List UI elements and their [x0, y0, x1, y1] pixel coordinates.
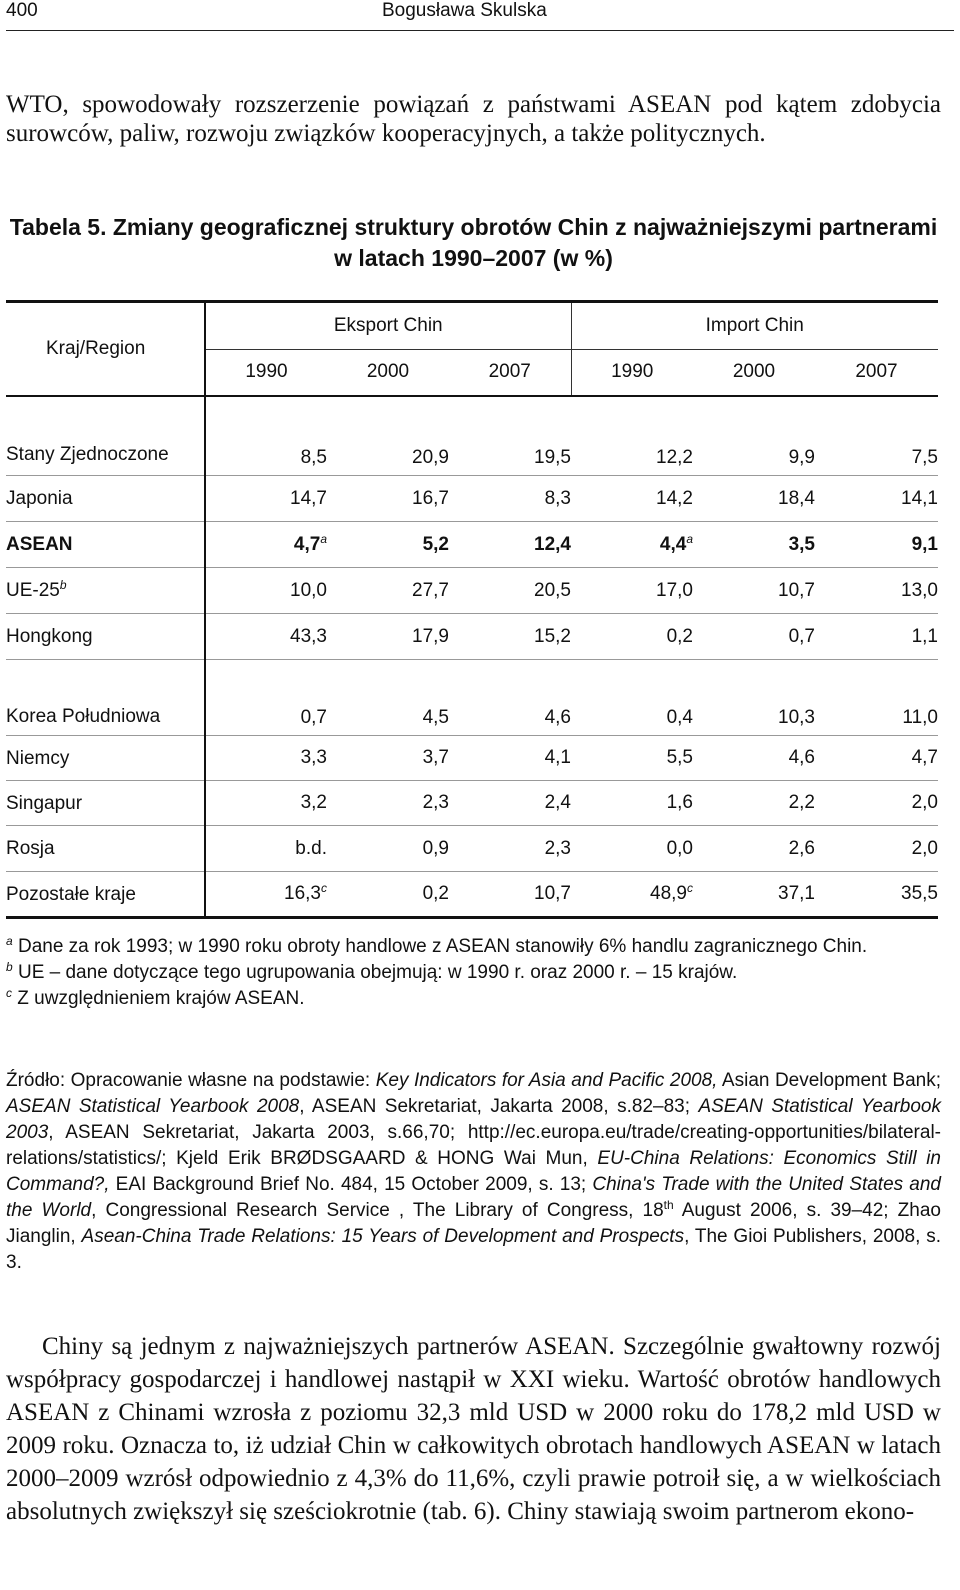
- table-cell: 2,4: [449, 781, 571, 826]
- table-cell: 17,0: [571, 568, 693, 614]
- source-title: Key Indicators for Asia and Pacific 2008,: [375, 1070, 718, 1091]
- source-title: ASEAN Statistical Yearbook 2008: [6, 1096, 300, 1117]
- table-row: [6, 396, 938, 476]
- table-cell: 0,2: [571, 614, 693, 660]
- footnote-text: Z uwzględnieniem krajów ASEAN.: [17, 988, 305, 1009]
- year-header: 2007: [449, 350, 571, 396]
- source-text: , ASEAN Sekretariat, Jakarta 2008, s.82–83;: [299, 1096, 699, 1117]
- table-cell: 10,3: [693, 660, 815, 736]
- intro-paragraph: WTO, spowodowały rozszerzenie powiązań z państwami ASEAN pod kątem zdobycia surowców, paliw, rozwoju związków kooperacyjnych, a także politycznych.: [6, 91, 941, 147]
- page-number: 400: [6, 0, 38, 21]
- footnote-mark: a: [320, 531, 327, 546]
- table-cell: 0,0: [571, 826, 693, 872]
- source-text: Asian Development Bank;: [717, 1070, 941, 1091]
- table-cell: [205, 522, 327, 568]
- table-cell: 35,5: [815, 872, 938, 918]
- footnote-mark: b: [59, 578, 67, 592]
- table-cell: 10,0: [205, 568, 327, 614]
- cell-value: 4,4: [659, 533, 687, 555]
- source-text: August 2006, s. 39–42; Zhao Jianglin,: [6, 1200, 941, 1247]
- table-cell: 0,7: [205, 660, 327, 736]
- table-cell: [571, 522, 693, 568]
- footnote-text: Dane za rok 1993; w 1990 roku obroty handlowe z ASEAN stanowiły 6% handlu zagranicznego Chin.: [17, 936, 868, 957]
- table-cell: 2,3: [449, 826, 571, 872]
- table-cell: 43,3: [205, 614, 327, 660]
- table-cell: 2,0: [815, 781, 938, 826]
- table-row: [6, 660, 938, 736]
- trade-structure-table: [6, 300, 938, 919]
- table-row: [6, 476, 938, 522]
- table-cell: 20,5: [449, 568, 571, 614]
- table-cell: 10,7: [449, 872, 571, 918]
- table-cell: 0,2: [327, 872, 449, 918]
- region-name: Stany Zjednoczone: [6, 396, 205, 476]
- year-header: 1990: [205, 350, 327, 396]
- source-text: EAI Background Brief No. 484, 15 October 2009, s. 13;: [109, 1174, 593, 1195]
- region-name: Singapur: [6, 781, 205, 826]
- running-header: [6, 0, 954, 31]
- table-cell: 12,2: [571, 396, 693, 476]
- footnote-a: [6, 934, 941, 960]
- footnote-mark: c: [321, 881, 327, 895]
- year-header: 1990: [571, 350, 693, 396]
- footnote-mark: c: [6, 986, 12, 1000]
- table-cell: 1,6: [571, 781, 693, 826]
- cell-value: 4,7: [293, 533, 321, 555]
- table-cell: 9,1: [815, 522, 938, 568]
- table-cell: [205, 872, 327, 918]
- table-cell: 15,2: [449, 614, 571, 660]
- table-cell: 18,4: [693, 476, 815, 522]
- table-cell: 4,1: [449, 736, 571, 781]
- table-row: [6, 736, 938, 781]
- table-cell: 14,7: [205, 476, 327, 522]
- table-cell: 2,6: [693, 826, 815, 872]
- cell-value: 48,9: [650, 883, 687, 904]
- source-title: EU-China Relations: Economics Still in Command?,: [6, 1148, 941, 1195]
- table-cell: 4,6: [449, 660, 571, 736]
- table-cell: 20,9: [327, 396, 449, 476]
- table-cell: 8,5: [205, 396, 327, 476]
- table-cell: 10,7: [693, 568, 815, 614]
- running-author: Bogusława Skulska: [382, 0, 547, 21]
- table-cell: 3,7: [327, 736, 449, 781]
- region-name: Pozostałe kraje: [6, 872, 205, 918]
- table-cell: 8,3: [449, 476, 571, 522]
- table-row: [6, 872, 938, 918]
- table-row: [6, 522, 938, 568]
- export-group-header: Eksport Chin: [205, 302, 571, 350]
- table-header: [6, 302, 938, 396]
- table-cell: 7,5: [815, 396, 938, 476]
- source-text: , ASEAN Sekretariat, Jakarta 2003, s.66,70; http://ec.europa.eu/trade/creating-opportunities/bilateral-relations/statistics/; Kjeld Erik BRØDSGAARD & HONG Wai Mun,: [6, 1122, 941, 1169]
- table-cell: 13,0: [815, 568, 938, 614]
- source-text: , Congressional Research Service , The Library of Congress, 18: [91, 1200, 664, 1221]
- table-cell: 14,1: [815, 476, 938, 522]
- table-cell: 2,0: [815, 826, 938, 872]
- region-name: Japonia: [6, 476, 205, 522]
- table-cell: 14,2: [571, 476, 693, 522]
- cell-value: 16,3: [284, 883, 321, 904]
- table-row: [6, 826, 938, 872]
- table-cell: 9,9: [693, 396, 815, 476]
- region-name: Korea Południowa: [6, 660, 205, 736]
- table-row: [6, 614, 938, 660]
- table-cell: [571, 872, 693, 918]
- footnote-mark: a: [686, 531, 693, 546]
- table-cell: 11,0: [815, 660, 938, 736]
- table-cell: 0,9: [327, 826, 449, 872]
- table-row: [6, 568, 938, 614]
- table-cell: 0,4: [571, 660, 693, 736]
- source-title: Asean-China Trade Relations: 15 Years of Development and Prospects: [81, 1226, 685, 1247]
- table-cell: 16,7: [327, 476, 449, 522]
- region-column-header: Kraj/Region: [6, 302, 205, 396]
- region-name: [6, 568, 205, 614]
- source-title: China's Trade with the United States and the World: [6, 1174, 941, 1221]
- table-cell: 5,2: [327, 522, 449, 568]
- table-footnotes: [6, 934, 941, 1012]
- body-paragraph-text: Chiny są jednym z najważniejszych partnerów ASEAN. Szczególnie gwałtowny rozwój współpracy gospodarczej i handlowej nastąpił w XXI wieku. Wartość obrotów handlowych ASEAN z Chinami wzrosła z poziomu 32,3 mld USD w 2000 roku do 178,2 mld USD w 2009 roku. Oznacza to, iż udział Chin w całkowitych obrotach handlowych ASEAN w latach 2000–2009 wzrósł odpowiednio z 4,3% do 11,6%, czyli prawie potroił się, a w wielkościach absolutnych zwiększył się sześciokrotnie (tab. 6). Chiny stawiają swoim partnerom ekono-: [6, 1333, 941, 1525]
- table-cell: 3,2: [205, 781, 327, 826]
- table-cell: 3,5: [693, 522, 815, 568]
- ordinal-suffix: th: [663, 1198, 674, 1212]
- region-name: ASEAN: [6, 522, 205, 568]
- region-name: Rosja: [6, 826, 205, 872]
- source-text: , The Gioi Publishers, 2008, s. 3.: [6, 1226, 941, 1273]
- table-cell: 27,7: [327, 568, 449, 614]
- source-title: ASEAN Statistical Yearbook 2003: [6, 1096, 941, 1143]
- footnote-b: [6, 960, 941, 986]
- import-group-header: Import Chin: [571, 302, 938, 350]
- footnote-mark: a: [6, 934, 13, 948]
- table-cell: 37,1: [693, 872, 815, 918]
- source-citation: [6, 1068, 941, 1276]
- table-cell: 3,3: [205, 736, 327, 781]
- table-body: [6, 396, 938, 918]
- table-cell: 4,6: [693, 736, 815, 781]
- table-cell: 5,5: [571, 736, 693, 781]
- year-header: 2007: [815, 350, 938, 396]
- table-cell: 12,4: [449, 522, 571, 568]
- table-cell: 0,7: [693, 614, 815, 660]
- table-cell: 2,3: [327, 781, 449, 826]
- table-cell: 1,1: [815, 614, 938, 660]
- table-title: Tabela 5. Zmiany geograficznej struktury obrotów Chin z najważniejszymi partnerami w latach 1990–2007 (w %): [9, 214, 938, 271]
- footnote-mark: c: [687, 881, 693, 895]
- footnote-text: UE – dane dotyczące tego ugrupowania obejmują: w 1990 r. oraz 2000 r. – 15 krajów.: [17, 962, 738, 983]
- region-label: UE-25: [6, 580, 60, 601]
- table-cell: 19,5: [449, 396, 571, 476]
- footnote-mark: b: [6, 960, 13, 974]
- year-header: 2000: [693, 350, 815, 396]
- body-paragraph: [6, 1330, 941, 1528]
- table-source: [6, 1068, 941, 1276]
- table-row: [6, 781, 938, 826]
- footnote-c: [6, 986, 941, 1012]
- table-cell: 17,9: [327, 614, 449, 660]
- table-cell: 2,2: [693, 781, 815, 826]
- year-header: 2000: [327, 350, 449, 396]
- table-cell: 4,5: [327, 660, 449, 736]
- source-text: Źródło: Opracowanie własne na podstawie:: [6, 1070, 376, 1091]
- table-cell: b.d.: [205, 826, 327, 872]
- region-name: Niemcy: [6, 736, 205, 781]
- region-name: Hongkong: [6, 614, 205, 660]
- table-cell: 4,7: [815, 736, 938, 781]
